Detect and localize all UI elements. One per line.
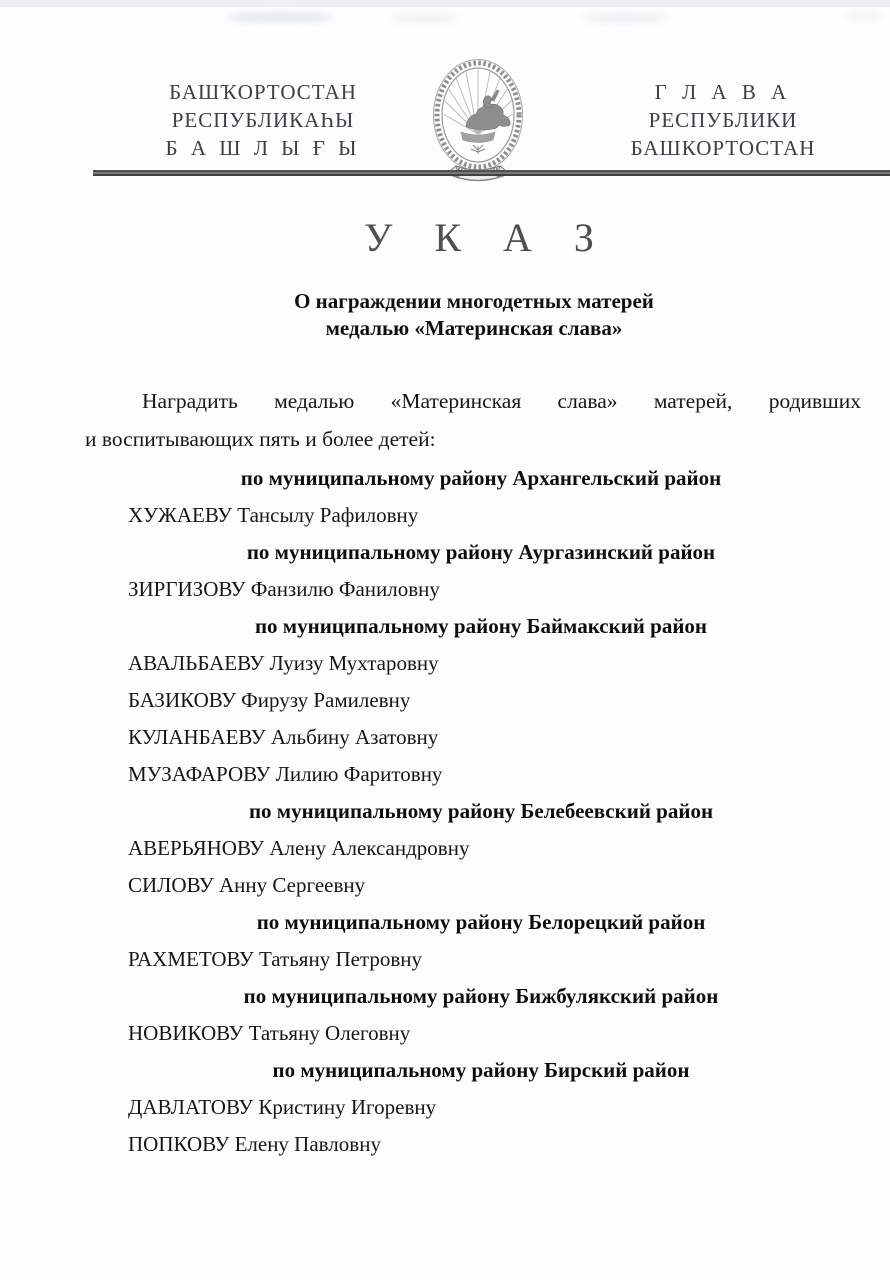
letterhead-bashkir-line: Б А Ш Л Ы Ғ Ы — [165, 136, 361, 160]
awardee-name: МУЗАФАРОВУ Лилию Фаритовну — [128, 762, 443, 786]
district-heading: по муниципальному району Баймакский район — [254, 614, 708, 638]
awardee-name: ХУЖАЕВУ Тансылу Рафиловну — [128, 503, 419, 527]
awardee-name: КУЛАНБАЕВУ Альбину Азатовну — [128, 725, 439, 749]
awardee-name: АВЕРЬЯНОВУ Алену Александровну — [128, 836, 470, 860]
awardee-name: РАХМЕТОВУ Татьяну Петровну — [128, 947, 423, 971]
district-heading: по муниципальному району Аургазинский район — [246, 540, 716, 564]
scan-smudge — [580, 13, 670, 22]
letterhead-russian-line: РЕСПУБЛИКИ — [648, 108, 798, 132]
coat-of-arms-icon — [428, 58, 528, 188]
awardee-name: АВАЛЬБАЕВУ Луизу Мухтаровну — [128, 651, 439, 675]
viewer-top-edge — [0, 0, 890, 7]
awardee-name: ДАВЛАТОВУ Кристину Игоревну — [128, 1095, 437, 1119]
letterhead-bashkir-line: БАШҠОРТОСТАН — [169, 80, 357, 104]
preamble-line: и воспитывающих пять и более детей: — [85, 427, 436, 451]
letterhead-bashkir-title — [143, 78, 383, 162]
letterhead-russian-title — [598, 78, 848, 162]
scan-smudge — [225, 12, 335, 22]
district-heading: по муниципальному району Бижбулякский район — [243, 984, 719, 1008]
awardee-name: СИЛОВУ Анну Сергеевну — [128, 873, 366, 897]
document-type-title: У К А З — [364, 215, 610, 260]
letterhead-russian-line: БАШКОРТОСТАН — [630, 136, 816, 160]
district-heading: по муниципальному району Бирский район — [272, 1058, 690, 1082]
document-subject — [85, 288, 863, 342]
award-list — [85, 460, 863, 1163]
letterhead-divider — [93, 170, 890, 176]
awardee-name: ЗИРГИЗОВУ Фанзилю Фаниловну — [128, 577, 440, 601]
preamble-line: Наградить медалью «Материнская слава» матерей, родивших — [142, 389, 861, 413]
district-heading: по муниципальному району Белорецкий район — [256, 910, 706, 934]
letterhead-bashkir-line: РЕСПУБЛИКАҺЫ — [171, 108, 355, 132]
preamble-paragraph — [85, 389, 863, 465]
district-heading: по муниципальному району Архангельский район — [240, 466, 722, 490]
awardee-name: НОВИКОВУ Татьяну Олеговну — [128, 1021, 411, 1045]
awardee-name: БАЗИКОВУ Фирузу Рамилевну — [128, 688, 411, 712]
subject-line: медалью «Материнская слава» — [325, 316, 623, 340]
district-heading: по муниципальному району Белебеевский район — [248, 799, 714, 823]
letterhead-russian-line: Г Л А В А — [654, 80, 792, 104]
subject-line: О награждении многодетных матерей — [294, 289, 654, 313]
awardee-name: ПОПКОВУ Елену Павловну — [128, 1132, 381, 1156]
scan-smudge — [390, 14, 460, 22]
scan-smudge — [845, 12, 885, 20]
